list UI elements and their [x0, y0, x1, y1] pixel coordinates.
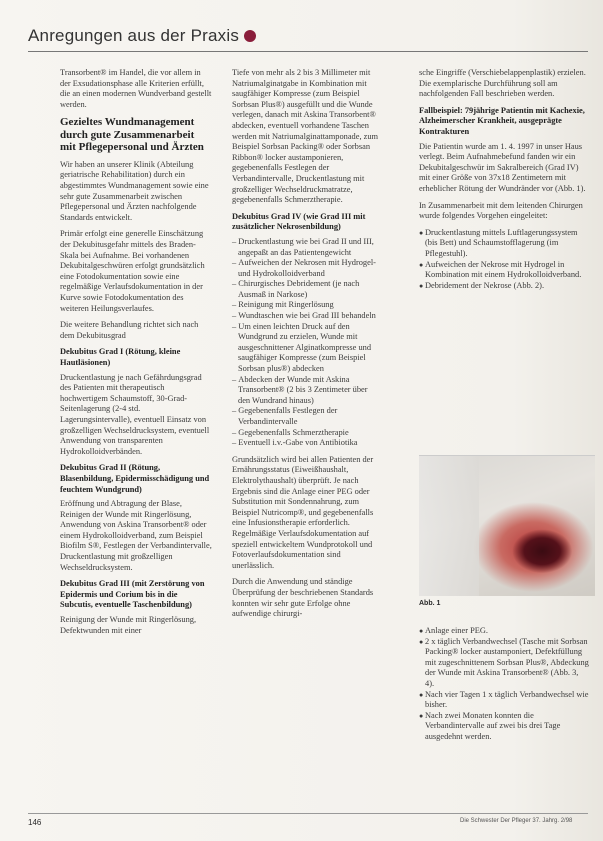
section-header — [28, 26, 256, 46]
photo-cloth — [419, 456, 479, 596]
list-item: ● Nach zwei Monaten konnten die Verbandintervalle auf zwei bis drei Tage ausgedehnt werden. — [419, 711, 589, 743]
list-item: – Reinigung mit Ringerlösung — [232, 300, 380, 311]
paragraph-fall-2: In Zusammenarbeit mit dem leitenden Chirurgen wurde folgendes Vorgehen eingeleitet: — [419, 200, 583, 221]
list-item: – Eventuell i.v.-Gabe von Antibiotika — [232, 438, 380, 449]
heading-wundmanagement: Gezieltes Wundmanagement durch gute Zusammenarbeit mit Pflegepersonal und Ärzten — [60, 116, 204, 154]
heading-grad-4: Dekubitus Grad IV (wie Grad III mit zusätzlicher Nekrosenbildung) — [232, 211, 366, 232]
list-item: ● Anlage einer PEG. — [419, 626, 589, 637]
list-item: – Gegebenenfalls Festlegen der Verbandintervalle — [232, 406, 380, 427]
list-item: – Abdecken der Wunde mit Askina Transorbent® (2 bis 3 Zentimeter über den Wundrand hinaus) — [232, 375, 380, 407]
list-item: – Chirurgisches Debridement (je nach Ausmaß in Narkose) — [232, 279, 380, 300]
list-item: – Aufweichen der Nekrosen mit Hydrogel- und Hydrokolloidverband — [232, 258, 380, 279]
header-rule — [28, 51, 588, 52]
paragraph-grundsaetzlich: Grundsätzlich wird bei allen Patienten der Ernährungsstatus (Eiweißhaushalt, Elektrolythaushalt) überprüft. Je nach Ergebnis sind die Anlage einer PEG oder Substitution mit Sondennahrung, zum Beispiel Nutricomp®, und gegebenenfalls eine Infusionstherapie erforderlich. Regelmäßige Verlaufsdokumentation auf speziell entwickeltem Wundprotokoll und Fotoverlaufsdokumentation sind unerlässlich. — [232, 454, 374, 570]
wound-photo — [419, 455, 595, 596]
figure-caption: Abb. 1 — [419, 600, 441, 607]
list-verlauf — [419, 626, 589, 743]
paragraph-grad-2: Eröffnung und Abtragung der Blase, Reinigen der Wunde mit Ringerlösung, Anwendung von Askina Transorbent® oder einem Hydrokolloidverband, zum Beispiel Biofilm S®, Festlegen der Verbandintervalle, Druckentlastung mit großzelligen Wechseldrucksystem. — [60, 499, 212, 572]
column-3-bottom — [419, 626, 589, 749]
list-item: ● Aufweichen der Nekrose mit Hydrogel in Kombination mit einem Hydrokolloidverband. — [419, 260, 589, 281]
list-grad-4 — [232, 237, 380, 449]
paragraph-grad-3: Reinigung der Wunde mit Ringerlösung, Defektwunden mit einer — [60, 615, 197, 635]
paragraph-durch: Durch die Anwendung und ständige Überprüfung der beschriebenen Standards konnten wir sehr gute Erfolge ohne aufwendige chirurgi- — [232, 577, 374, 619]
list-item: ● 2 x täglich Verbandwechsel (Tasche mit Sorbsan Packing® locker austamponiert, Defektfüllung mit zugeschnittenem Sorbsan Plus®, Abdeckung der Wunde mit Askina Transorbent® (Abb. 3, 4). — [419, 637, 589, 690]
heading-grad-3: Dekubitus Grad III (mit Zerstörung von Epidermis und Corium bis in die Subcutis, eventuelle Taschenbildung) — [60, 579, 205, 610]
list-item: ● Druckentlastung mittels Luftlagerungssystem (bis Bett) und Schaumstofflagerung (im Pflegestuhl). — [419, 228, 589, 260]
column-1 — [60, 68, 212, 642]
list-item: – Wundtaschen wie bei Grad III behandeln — [232, 311, 380, 322]
footer-rule — [28, 813, 588, 814]
list-massnahmen — [419, 228, 589, 292]
heading-grad-1: Dekubitus Grad I (Rötung, kleine Hautläsionen) — [60, 347, 181, 367]
paragraph-grad-1: Druckentlastung je nach Gefährdungsgrad des Patienten mit therapeutisch hochwertigem Schaumstoff, 30-Grad-Seitenlagerung (2-4 std. Lagerungsintervalle), eventuell Einsatz von großzelligen Wechseldrucksystem, eventuell Anwendung von transparenten Hydrokolloidverbänden. — [60, 372, 210, 456]
paragraph-col3-cont: sche Eingriffe (Verschiebelappenplastik) erzielen. Die exemplarische Durchführung soll am nachfolgenden Fall beschrieben werden. — [419, 68, 586, 99]
page-number: 146 — [28, 818, 42, 827]
section-bullet-icon — [244, 30, 256, 42]
list-item: ● Nach vier Tagen 1 x täglich Verbandwechsel wie bisher. — [419, 690, 589, 711]
journal-footer: Die Schwester Der Pfleger 37. Jahrg. 2/98 — [460, 818, 573, 824]
paragraph-management-2: Primär erfolgt eine generelle Einschätzung der Dekubitusgefahr mittels des Braden-Skala bei Aufnahme. Bei vorhandenen Dekubitalgeschwüren erfolgt grundsätzlich eine Fotodokumentation sowie eine regelmäßige Verlaufsdokumentation in der Kurve sowie Fotodokumentation des weiteren Heilungsverlaufes. — [60, 229, 205, 313]
column-2 — [232, 68, 380, 626]
section-title: Anregungen aus der Praxis — [28, 26, 240, 45]
heading-fallbeispiel: Fallbeispiel: 79jährige Patientin mit Kachexie, Alzheimerscher Krankheit, ausgeprägte Kontrakturen — [419, 105, 585, 136]
list-item: – Druckentlastung wie bei Grad II und III, angepaßt an das Patientengewicht — [232, 237, 380, 258]
column-3 — [419, 68, 589, 297]
paragraph-fall-1: Die Patientin wurde am 1. 4. 1997 in unser Haus verlegt. Beim Aufnahmebefund fanden wir ein Dekubitalgeschwür im Sakralbereich (Grad IV) mit einer Größe von 37x18 Zentimetern mit erheblicher Rötung der Wundränder vor (Abb. 1). — [419, 141, 586, 193]
list-item: ● Debridement der Nekrose (Abb. 2). — [419, 281, 589, 292]
list-item: – Gegebenenfalls Schmerztherapie — [232, 428, 380, 439]
paragraph-intro: Transorbent® im Handel, die vor allem in der Exsudationsphase alle Kriterien erfüllt, die an einen modernen Wundverband gestellt werden. — [60, 68, 212, 109]
paragraph-grad-3-cont: Tiefe von mehr als 2 bis 3 Millimeter mit Natriumalginatgabe in Kombination mit saugfähiger Kompresse (zum Beispiel Sorbsan Plus®) ausgefüllt und die Wunde verlegen, danach mit Askina Transorbent® abdecken, eventuell vorhandene Taschen werden mit Natriumalginattamponade, zum Beispiel Sorbsan Packing® oder Sorbsan Ribbon® locker austamponieren, gegebenenfalls Festlegen der Verbandintervalle, Druckentlastung mit großzelliger Wechseldruckmatratze, gegebenenfalls Schmerztherapie. — [232, 68, 379, 205]
list-item: – Um einen leichten Druck auf den Wundgrund zu erzielen, Wunde mit ausgeschnittener Alginatkompresse und saugfähiger Kompresse (zum Beispiel Sorbsan plus®) abdecken — [232, 322, 380, 375]
heading-grad-2: Dekubitus Grad II (Rötung, Blasenbildung, Epidermisschädigung und feuchtem Wundgrund) — [60, 463, 210, 494]
paragraph-management-1: Wir haben an unserer Klinik (Abteilung geriatrische Rehabilitation) durch ein abgestimmtes Wundmanagement sowie eine sehr gute Zusammenarbeit zwischen Pflegepersonal und Ärzten nachfolgende Standards entwickelt. — [60, 159, 209, 222]
paragraph-management-3: Die weitere Behandlung richtet sich nach dem Dekubitusgrad — [60, 320, 199, 340]
